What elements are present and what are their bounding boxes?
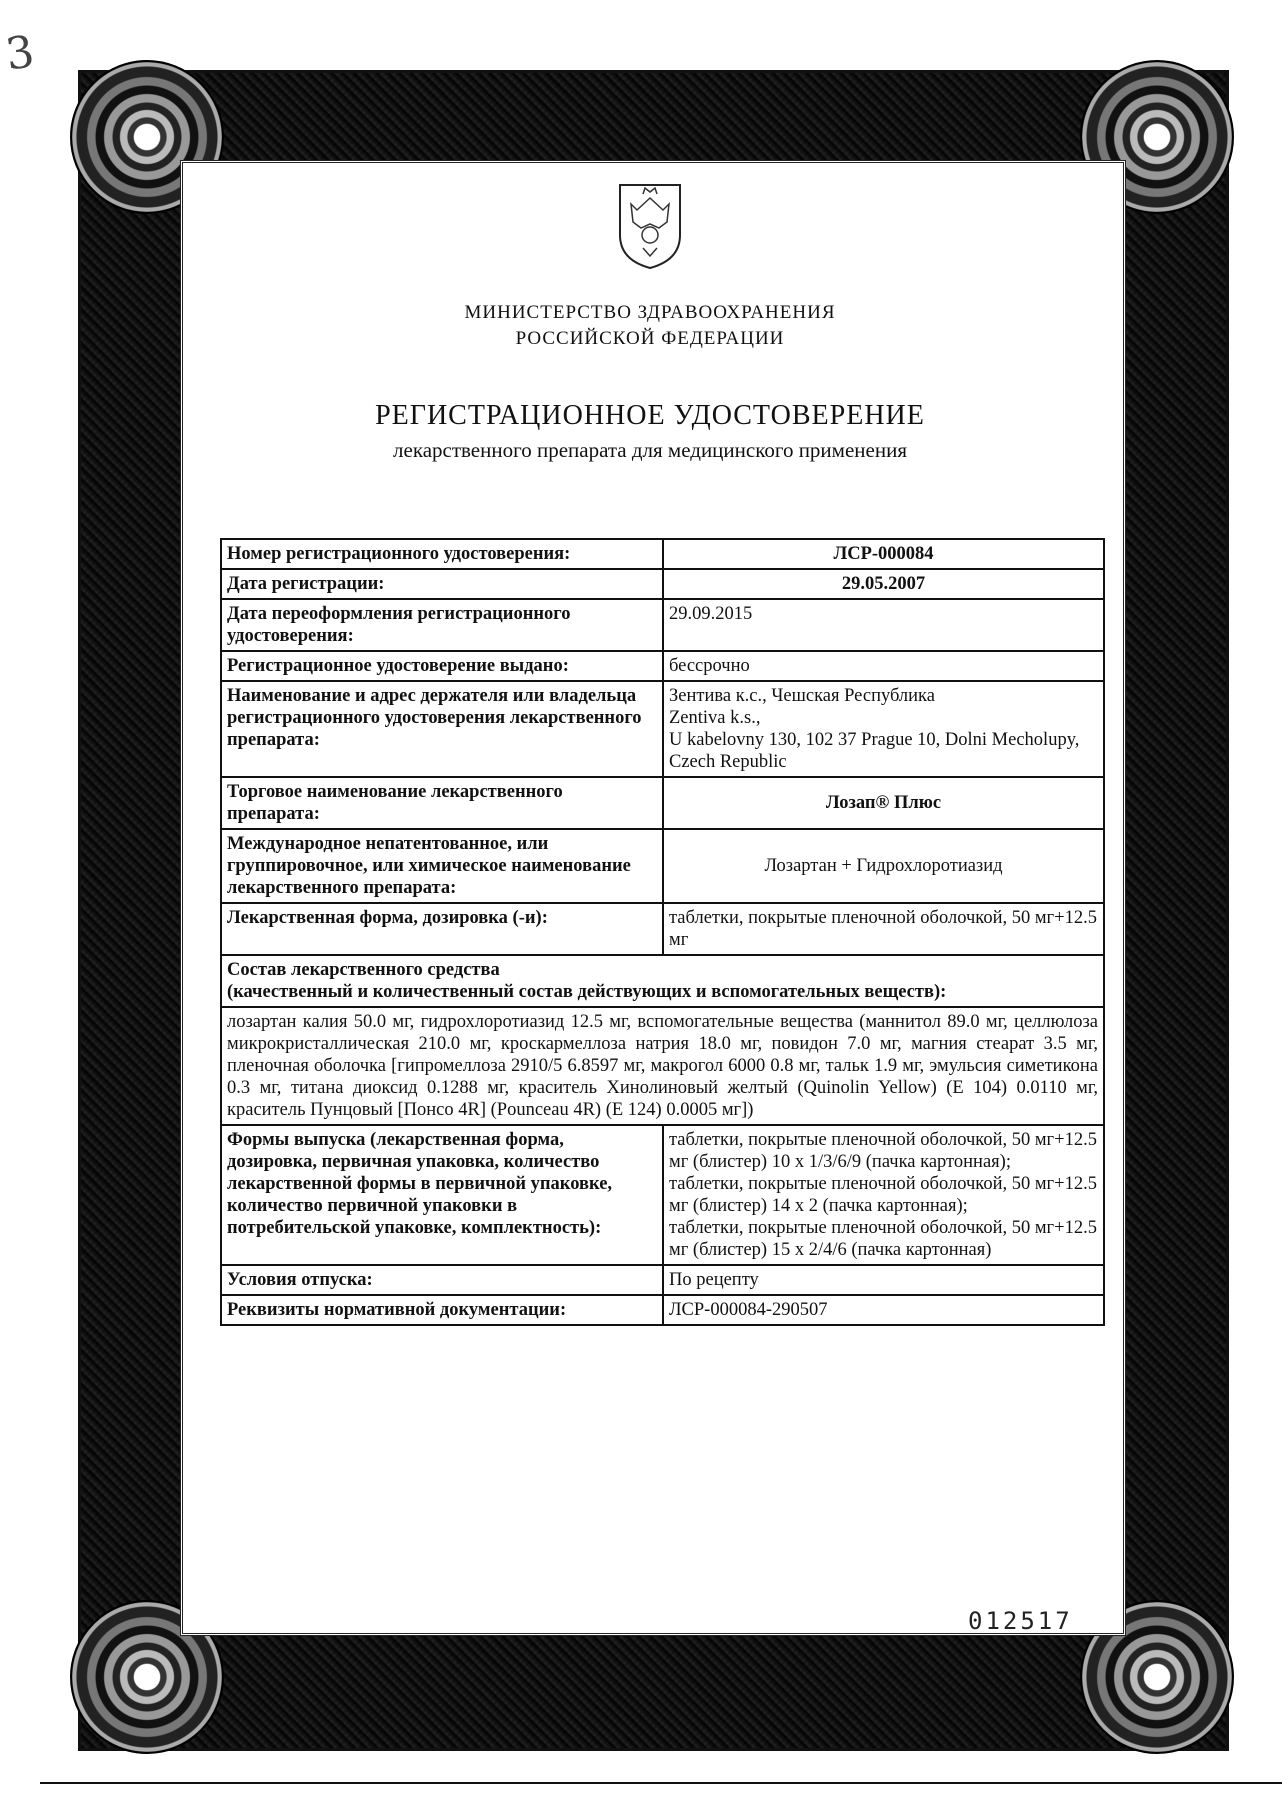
handwritten-mark: 3 — [2, 26, 38, 81]
holder-line-2: Zentiva k.s., — [669, 708, 761, 728]
composition-header — [221, 955, 1104, 1007]
reissue-date-label: Дата переоформления регистрационного удостоверения: — [221, 599, 663, 651]
row-dispensing — [221, 1265, 1104, 1295]
row-trade-name — [221, 777, 1104, 829]
row-composition-text — [221, 1007, 1104, 1125]
dosage-form-value: таблетки, покрытые пленочной оболочкой, 50 мг+12.5 мг — [663, 903, 1104, 955]
row-dosage-form — [221, 903, 1104, 955]
row-reissue-date — [221, 599, 1104, 651]
inn-label: Международное непатентованное, или группировочное, или химическое наименование лекарственного препарата: — [221, 829, 663, 903]
dosage-form-label: Лекарственная форма, дозировка (-и): — [221, 903, 663, 955]
trade-name-label: Торговое наименование лекарственного препарата: — [221, 777, 663, 829]
registration-table — [220, 538, 1105, 1326]
composition-text: лозартан калия 50.0 мг, гидрохлоротиазид 12.5 мг, вспомогательные вещества (маннитол 89.0 мг, целлюлоза микрокристаллическая 210.0 мг, кроскармеллоза натрия 18.0 мг, повидон 7.0 мг, магния стеарат 3.5 мг, пленочная оболочка [гипромеллоза 2910/5 6.8597 мг, макрогол 6000 0.8 мг, тальк 1.9 мг, эмульсия симетикона 0.3 мг, титана диоксид 0.1288 мг, краситель Хинолиновый желтый (Quinolin Yellow) (Е 104) 0.0110 мг, краситель Пунцовый [Понсо 4R] (Pounceau 4R) (Е 124) 0.0005 мг]) — [221, 1007, 1104, 1125]
reg-number-label: Номер регистрационного удостоверения: — [221, 539, 663, 569]
release-forms-label: Формы выпуска (лекарственная форма, дозировка, первичная упаковка, количество лекарственной формы в первичной упаковке, количество первичной упаковки в потребительской упаковке, комплектность): — [221, 1125, 663, 1265]
ministry-line-2: РОССИЙСКОЙ ФЕДЕРАЦИИ — [515, 328, 785, 349]
composition-header-line-2: (качественный и количественный состав действующих и вспомогательных веществ): — [227, 982, 947, 1002]
issued-term-label: Регистрационное удостоверение выдано: — [221, 651, 663, 681]
row-composition-header — [221, 955, 1104, 1007]
release-forms-value — [663, 1125, 1104, 1265]
dispensing-label: Условия отпуска: — [221, 1265, 663, 1295]
reg-number-value: ЛСР-000084 — [663, 539, 1104, 569]
document-subtitle: лекарственного препарата для медицинского применения — [393, 438, 907, 462]
normative-docs-value: ЛСР-000084-290507 — [663, 1295, 1104, 1325]
reg-date-label: Дата регистрации: — [221, 569, 663, 599]
dispensing-value: По рецепту — [663, 1265, 1104, 1295]
trade-name-value: Лозап® Плюс — [663, 777, 1104, 829]
serial-number: 012517 — [968, 1607, 1073, 1635]
holder-value — [663, 681, 1104, 777]
composition-header-line-1: Состав лекарственного средства — [227, 960, 500, 980]
ministry-name — [180, 300, 1120, 352]
ministry-line-1: МИНИСТЕРСТВО ЗДРАВООХРАНЕНИЯ — [464, 302, 836, 323]
release-form-item-3: таблетки, покрытые пленочной оболочкой, 50 мг+12.5 мг (блистер) 15 x 2/4/6 (пачка картонная) — [669, 1218, 1097, 1260]
coat-of-arms-icon — [615, 180, 685, 270]
release-form-item-2: таблетки, покрытые пленочной оболочкой, 50 мг+12.5 мг (блистер) 14 x 2 (пачка картонная); — [669, 1174, 1097, 1216]
release-form-item-1: таблетки, покрытые пленочной оболочкой, 50 мг+12.5 мг (блистер) 10 x 1/3/6/9 (пачка картонная); — [669, 1130, 1097, 1172]
row-inn — [221, 829, 1104, 903]
row-reg-number — [221, 539, 1104, 569]
row-holder — [221, 681, 1104, 777]
normative-docs-label: Реквизиты нормативной документации: — [221, 1295, 663, 1325]
reissue-date-value: 29.09.2015 — [663, 599, 1104, 651]
page-header — [180, 170, 1120, 463]
holder-line-3: U kabelovny 130, 102 37 Prague 10, Dolni Mecholupy, Czech Republic — [669, 730, 1080, 772]
row-release-forms — [221, 1125, 1104, 1265]
issued-term-value: бессрочно — [663, 651, 1104, 681]
reg-date-value: 29.05.2007 — [663, 569, 1104, 599]
holder-line-1: Зентива к.с., Чешская Республика — [669, 686, 935, 706]
page-bottom-rule — [40, 1782, 1282, 1784]
row-normative-docs — [221, 1295, 1104, 1325]
row-reg-date — [221, 569, 1104, 599]
holder-label: Наименование и адрес держателя или владельца регистрационного удостоверения лекарственного препарата: — [221, 681, 663, 777]
row-issued-term — [221, 651, 1104, 681]
document-title: РЕГИСТРАЦИОННОЕ УДОСТОВЕРЕНИЕ — [375, 400, 925, 431]
inn-value: Лозартан + Гидрохлоротиазид — [663, 829, 1104, 903]
